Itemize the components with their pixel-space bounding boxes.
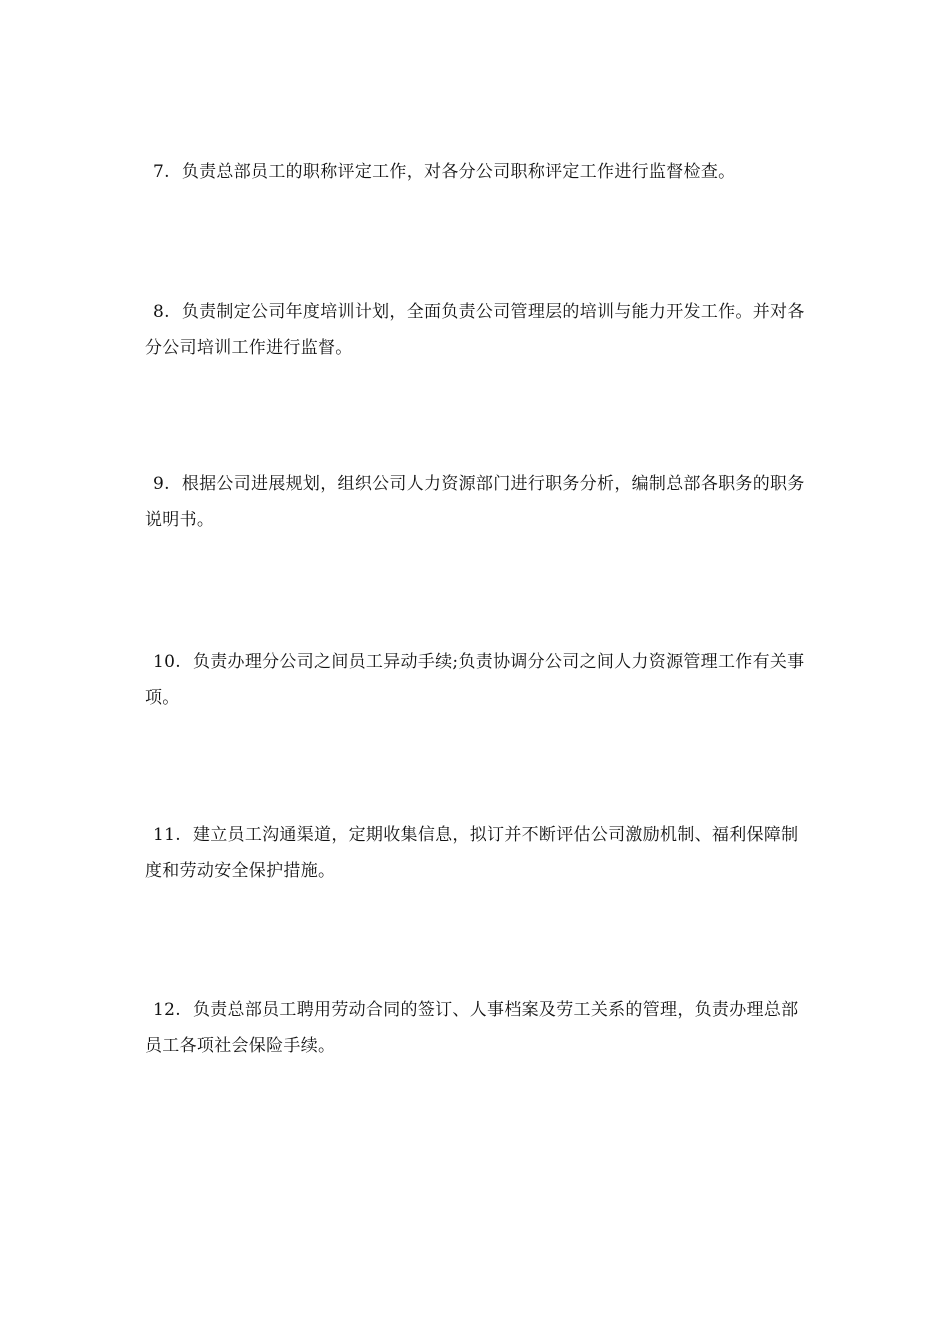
- item-number: 7.: [153, 162, 170, 182]
- list-item: [145, 154, 815, 190]
- item-text: 负责总部员工的职称评定工作，对各分公司职称评定工作进行监督检查。: [181, 162, 736, 182]
- list-item: [145, 294, 815, 366]
- item-number: 9.: [153, 474, 170, 494]
- item-text: 负责办理分公司之间员工异动手续;负责协调分公司之间人力资源管理工作有关事项。: [145, 652, 805, 708]
- item-number: 12.: [153, 1000, 181, 1020]
- list-item: [145, 644, 815, 716]
- item-number: 10.: [153, 652, 181, 672]
- item-number: 8.: [153, 302, 170, 322]
- list-item: [145, 992, 815, 1064]
- list-item: [145, 466, 815, 538]
- item-text: 负责总部员工聘用劳动合同的签订、人事档案及劳工关系的管理，负责办理总部员工各项社会保险手续。: [145, 1000, 799, 1056]
- item-number: 11.: [153, 825, 181, 845]
- item-text: 负责制定公司年度培训计划，全面负责公司管理层的培训与能力开发工作。并对各分公司培训工作进行监督。: [145, 302, 805, 358]
- list-item: [145, 817, 815, 889]
- item-text: 建立员工沟通渠道，定期收集信息，拟订并不断评估公司激励机制、福利保障制度和劳动安全保护措施。: [145, 825, 799, 881]
- item-text: 根据公司进展规划，组织公司人力资源部门进行职务分析，编制总部各职务的职务说明书。: [145, 474, 805, 530]
